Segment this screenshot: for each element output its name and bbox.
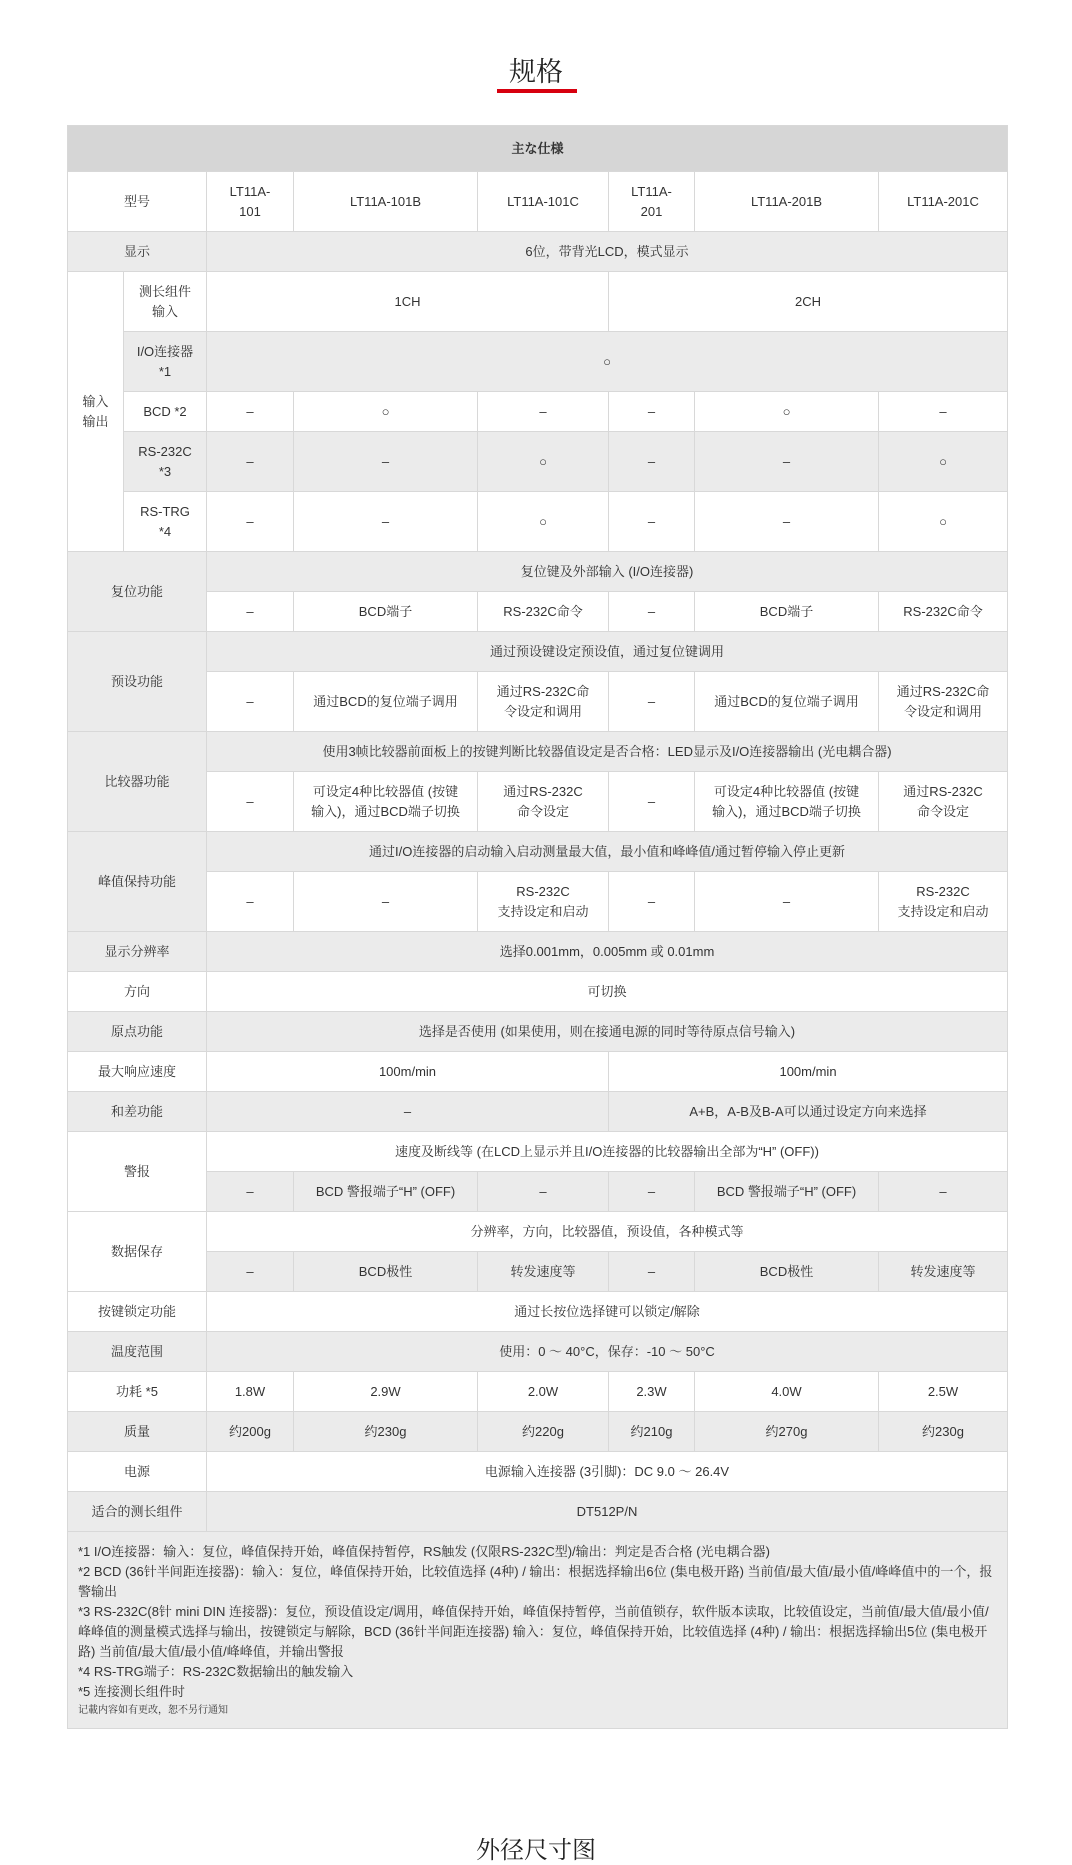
model-cell: LT11A-201B (695, 172, 879, 232)
power-supply-label: 电源 (68, 1452, 207, 1492)
note-line: *1 I/O连接器：输入：复位，峰值保持开始，峰值保持暂停，RS触发 (仅限RS-232C型)/输出：判定是否合格 (光电耦合器) (78, 1544, 770, 1559)
key-lock-label: 按键锁定功能 (68, 1292, 207, 1332)
data-save-cell: BCD极性 (294, 1252, 478, 1292)
temperature-label: 温度范围 (68, 1332, 207, 1372)
rs232c-cell: – (294, 432, 478, 492)
reset-label: 复位功能 (68, 552, 207, 632)
rs232c-cell: ○ (478, 432, 609, 492)
section-title-dimensions: 外径尺寸图 (476, 1837, 596, 1864)
model-label: 型号 (68, 172, 207, 232)
power-consumption-label: 功耗 *5 (68, 1372, 207, 1412)
rs232c-cell: ○ (879, 432, 1008, 492)
io-connector-value: ○ (207, 332, 1008, 392)
mass-cell: 约270g (695, 1412, 879, 1452)
notes (68, 1532, 1008, 1729)
reset-cell: RS-232C命令 (879, 592, 1008, 632)
model-cell: LT11A- 101 (207, 172, 294, 232)
mass-cell: 约220g (478, 1412, 609, 1452)
comparator-cell: 可设定4种比较器值 (按键 输入)，通过BCD端子切换 (695, 772, 879, 832)
rstrg-label: RS-TRG *4 (124, 492, 207, 552)
direction-label: 方向 (68, 972, 207, 1012)
comparator-common: 使用3帧比较器前面板上的按键判断比较器值设定是否合格：LED显示及I/O连接器输出 (光电耦合器) (207, 732, 1008, 772)
resolution-value: 选择0.001mm，0.005mm 或 0.01mm (207, 932, 1008, 972)
sensor-input-label: 测长组件 输入 (124, 272, 207, 332)
power-consumption-cell: 2.9W (294, 1372, 478, 1412)
display-value: 6位，带背光LCD，模式显示 (207, 232, 1008, 272)
mass-label: 质量 (68, 1412, 207, 1452)
peak-hold-cell: – (695, 872, 879, 932)
display-label: 显示 (68, 232, 207, 272)
resolution-label: 显示分辨率 (68, 932, 207, 972)
bcd-cell: – (609, 392, 695, 432)
note-line: *3 RS-232C(8针 mini DIN 连接器)：复位，预设值设定/调用，峰值保持开始，峰值保持暂停，当前值锁存，软件版本读取，比较值设定，当前值/最大值/最小值/峰峰值的测量模式选择与输出，按键锁定与解除，BCD (36针半间距连接器) 输入：复位，峰值保持开始，比较值选择 (4种) / 输出：根据选择输出5位 (集电极开路) 当前值/最大值/最小值/峰峰值，并输出警报 (78, 1604, 989, 1659)
peak-hold-cell: – (609, 872, 695, 932)
power-consumption-cell: 1.8W (207, 1372, 294, 1412)
note-line: *4 RS-TRG端子：RS-232C数据输出的触发输入 (78, 1664, 354, 1679)
preset-cell: 通过RS-232C命 令设定和调用 (478, 672, 609, 732)
comparator-cell: 通过RS-232C 命令设定 (879, 772, 1008, 832)
data-save-cell: 转发速度等 (879, 1252, 1008, 1292)
bcd-cell: ○ (294, 392, 478, 432)
io-connector-label: I/O连接器 *1 (124, 332, 207, 392)
max-speed-ch2: 100m/min (609, 1052, 1008, 1092)
spec-table (67, 125, 1008, 1729)
alarm-cell: – (478, 1172, 609, 1212)
rstrg-cell: – (609, 492, 695, 552)
alarm-cell: – (207, 1172, 294, 1212)
note-line: *2 BCD (36针半间距连接器)：输入：复位，峰值保持开始，比较值选择 (4种) / 输出：根据选择输出6位 (集电极开路) 当前值/最大值/最小值/峰峰值中的一个，报警输出 (78, 1564, 993, 1599)
sensor-input-ch2: 2CH (609, 272, 1008, 332)
table-header: 主な仕様 (68, 126, 1008, 172)
sum-diff-ch2: A+B，A-B及B-A可以通过设定方向来选择 (609, 1092, 1008, 1132)
rs232c-cell: – (695, 432, 879, 492)
bcd-cell: – (879, 392, 1008, 432)
rstrg-cell: ○ (478, 492, 609, 552)
rstrg-cell: – (695, 492, 879, 552)
preset-common: 通过预设键设定预设值，通过复位键调用 (207, 632, 1008, 672)
compatible-label: 适合的测长组件 (68, 1492, 207, 1532)
power-consumption-cell: 2.0W (478, 1372, 609, 1412)
rs232c-cell: – (609, 432, 695, 492)
power-consumption-cell: 4.0W (695, 1372, 879, 1412)
power-consumption-cell: 2.3W (609, 1372, 695, 1412)
peak-hold-cell: – (294, 872, 478, 932)
alarm-label: 警报 (68, 1132, 207, 1212)
data-save-label: 数据保存 (68, 1212, 207, 1292)
preset-cell: 通过BCD的复位端子调用 (695, 672, 879, 732)
rstrg-cell: – (207, 492, 294, 552)
model-cell: LT11A-101C (478, 172, 609, 232)
rs232c-cell: – (207, 432, 294, 492)
peak-hold-cell: RS-232C 支持设定和启动 (478, 872, 609, 932)
rstrg-cell: ○ (879, 492, 1008, 552)
page-title: 规格 (509, 57, 563, 87)
preset-cell: – (207, 672, 294, 732)
rs232c-label: RS-232C *3 (124, 432, 207, 492)
peak-hold-cell: – (207, 872, 294, 932)
bcd-cell: – (478, 392, 609, 432)
alarm-common: 速度及断线等 (在LCD上显示并且I/O连接器的比较器输出全部为“H” (OFF)) (207, 1132, 1008, 1172)
title-underline (497, 89, 577, 93)
io-label: 输入 输出 (68, 272, 124, 552)
alarm-cell: BCD 警报端子“H” (OFF) (294, 1172, 478, 1212)
peak-hold-label: 峰值保持功能 (68, 832, 207, 932)
peak-hold-cell: RS-232C 支持设定和启动 (879, 872, 1008, 932)
preset-cell: 通过RS-232C命 令设定和调用 (879, 672, 1008, 732)
model-cell: LT11A-201C (879, 172, 1008, 232)
small-note: 记載内容如有更改，恕不另行通知 (78, 1705, 228, 1716)
max-speed-label: 最大响应速度 (68, 1052, 207, 1092)
rstrg-cell: – (294, 492, 478, 552)
bcd-cell: ○ (695, 392, 879, 432)
reset-cell: – (609, 592, 695, 632)
preset-cell: 通过BCD的复位端子调用 (294, 672, 478, 732)
reset-common: 复位键及外部输入 (I/O连接器) (207, 552, 1008, 592)
preset-label: 预设功能 (68, 632, 207, 732)
comparator-cell: 可设定4种比较器值 (按键 输入)，通过BCD端子切换 (294, 772, 478, 832)
power-consumption-cell: 2.5W (879, 1372, 1008, 1412)
data-save-cell: – (207, 1252, 294, 1292)
sensor-input-ch1: 1CH (207, 272, 609, 332)
model-cell: LT11A- 201 (609, 172, 695, 232)
key-lock-value: 通过长按位选择键可以锁定/解除 (207, 1292, 1008, 1332)
comparator-cell: 通过RS-232C 命令设定 (478, 772, 609, 832)
bcd-label: BCD *2 (124, 392, 207, 432)
reset-cell: BCD端子 (695, 592, 879, 632)
max-speed-ch1: 100m/min (207, 1052, 609, 1092)
data-save-cell: – (609, 1252, 695, 1292)
data-save-cell: 转发速度等 (478, 1252, 609, 1292)
origin-value: 选择是否使用 (如果使用，则在接通电源的同时等待原点信号输入) (207, 1012, 1008, 1052)
data-save-cell: BCD极性 (695, 1252, 879, 1292)
alarm-cell: BCD 警报端子“H” (OFF) (695, 1172, 879, 1212)
bcd-cell: – (207, 392, 294, 432)
preset-cell: – (609, 672, 695, 732)
data-save-common: 分辨率，方向，比较器值，预设值，各种模式等 (207, 1212, 1008, 1252)
comparator-cell: – (609, 772, 695, 832)
sum-diff-ch1: – (207, 1092, 609, 1132)
alarm-cell: – (879, 1172, 1008, 1212)
peak-hold-common: 通过I/O连接器的启动输入启动测量最大值，最小值和峰峰值/通过暂停输入停止更新 (207, 832, 1008, 872)
sum-diff-label: 和差功能 (68, 1092, 207, 1132)
alarm-cell: – (609, 1172, 695, 1212)
compatible-value: DT512P/N (207, 1492, 1008, 1532)
note-line: *5 连接测长组件时 (78, 1684, 185, 1699)
model-cell: LT11A-101B (294, 172, 478, 232)
reset-cell: RS-232C命令 (478, 592, 609, 632)
mass-cell: 约230g (879, 1412, 1008, 1452)
reset-cell: – (207, 592, 294, 632)
comparator-cell: – (207, 772, 294, 832)
temperature-value: 使用：0 ～ 40°C，保存：-10 ～ 50°C (207, 1332, 1008, 1372)
direction-value: 可切换 (207, 972, 1008, 1012)
mass-cell: 约230g (294, 1412, 478, 1452)
origin-label: 原点功能 (68, 1012, 207, 1052)
mass-cell: 约200g (207, 1412, 294, 1452)
reset-cell: BCD端子 (294, 592, 478, 632)
comparator-label: 比较器功能 (68, 732, 207, 832)
mass-cell: 约210g (609, 1412, 695, 1452)
power-supply-value: 电源输入连接器 (3引脚)：DC 9.0 ～ 26.4V (207, 1452, 1008, 1492)
